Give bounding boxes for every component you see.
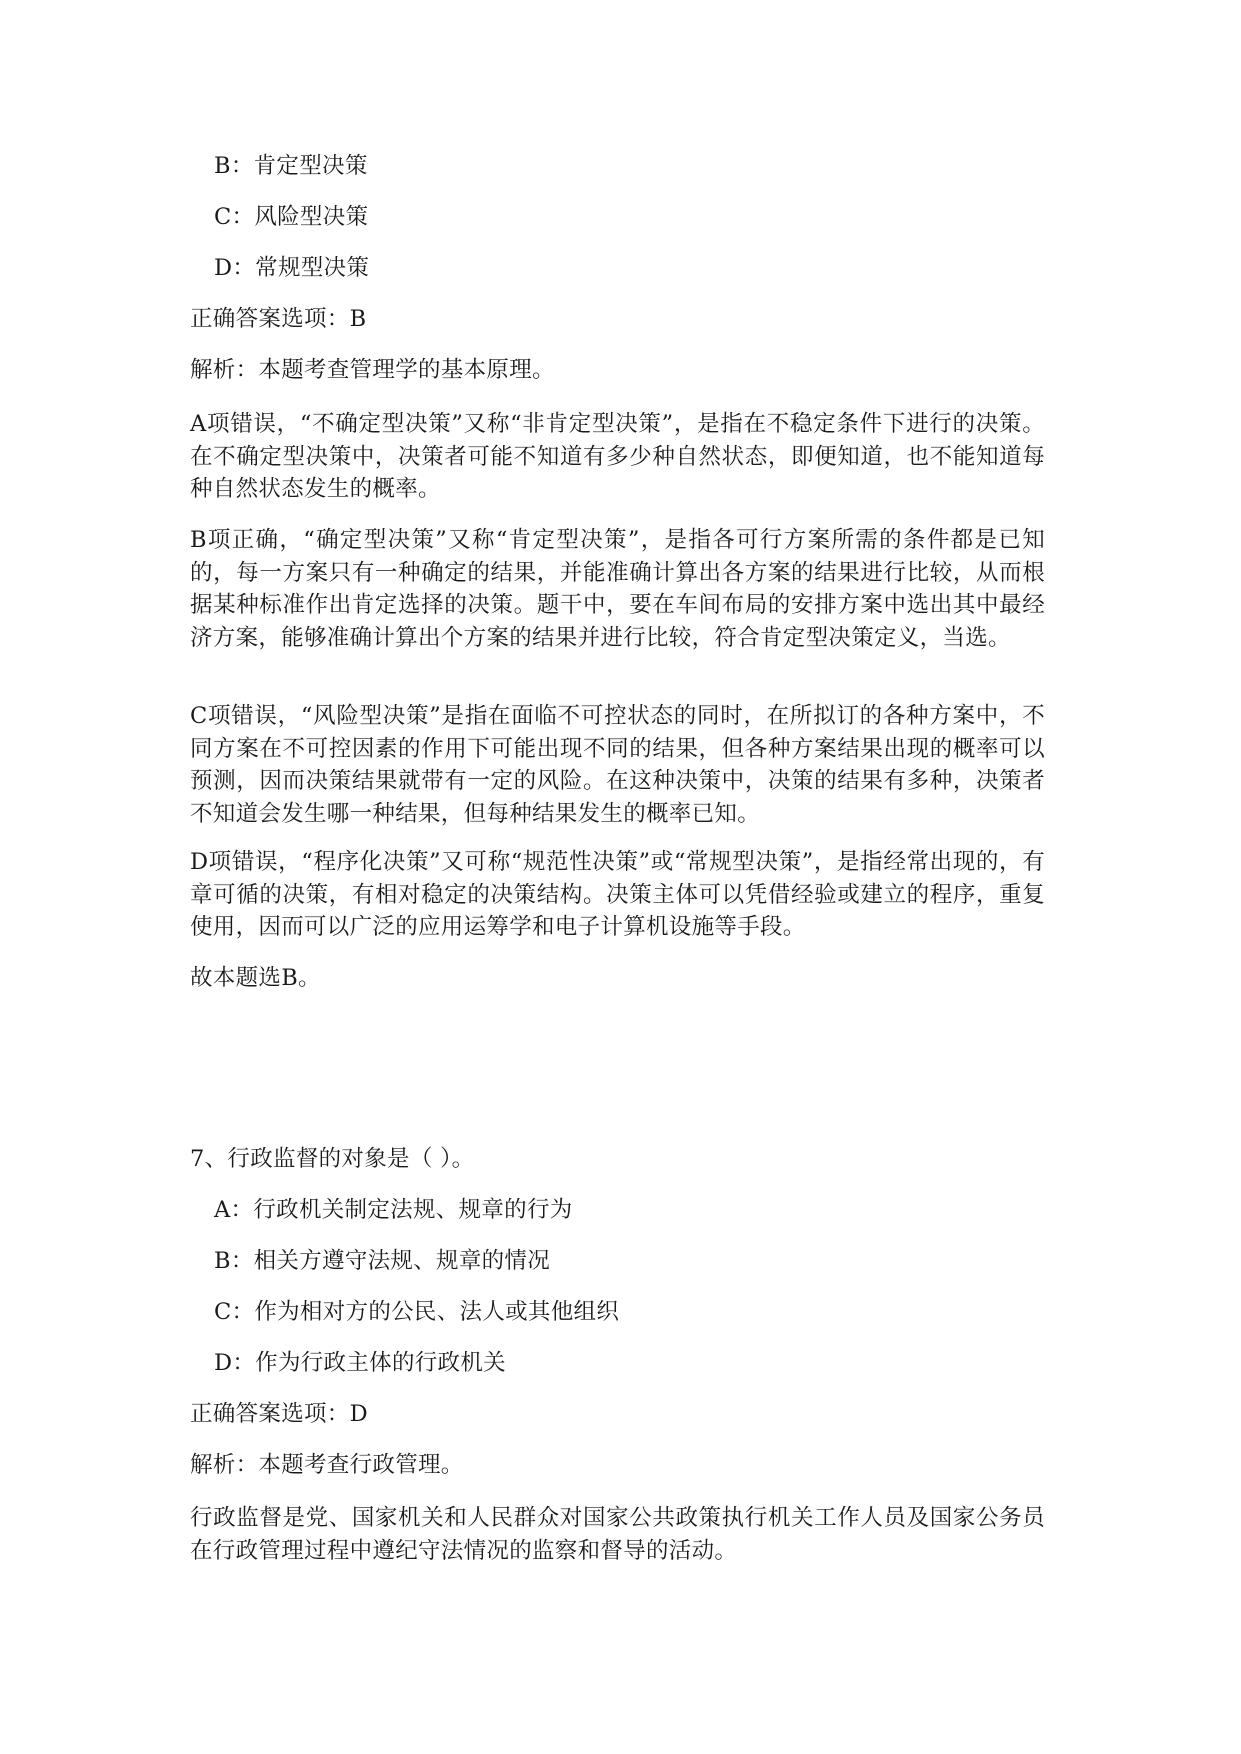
q6-conclusion: 故本题选B。 <box>190 965 321 991</box>
q7-question: 7、行政监督的对象是（ ）。 <box>190 1146 475 1172</box>
q6-analysis-intro: 解析：本题考查管理学的基本原理。 <box>190 357 555 383</box>
q7-paragraph: 行政监督是党、国家机关和人民群众对国家公共政策执行机关工作人员及国家公务员在行政管理过程中遵纪守法情况的监察和督导的活动。 <box>190 1505 1045 1564</box>
q7-option-c: C：作为相对方的公民、法人或其他组织 <box>214 1299 620 1325</box>
q7-option-a: A：行政机关制定法规、规章的行为 <box>214 1197 573 1223</box>
q7-option-d: D：作为行政主体的行政机关 <box>214 1350 506 1376</box>
q6-paragraph-c: C项错误，“风险型决策”是指在面临不可控状态的同时，在所拟订的各种方案中，不同方案在不可控因素的作用下可能出现不同的结果，但各种方案结果出现的概率可以预测，因而决策结果就带有一定的风险。在这种决策中，决策的结果有多种，决策者不知道会发生哪一种结果，但每种结果发生的概率已知。 <box>190 703 1045 827</box>
q6-option-c: C：风险型决策 <box>214 204 369 230</box>
q6-paragraph-b: B项正确，“确定型决策”又称“肯定型决策”，是指各可行方案所需的条件都是已知的，每一方案只有一种确定的结果，并能准确计算出各方案的结果进行比较，从而根据某种标准作出肯定选择的决策。题干中，要在车间布局的安排方案中选出其中最经济方案，能够准确计算出个方案的结果并进行比较，符合肯定型决策定义，当选。 <box>190 527 1045 651</box>
q6-answer: 正确答案选项：B <box>190 306 367 332</box>
q7-analysis-intro: 解析：本题考查行政管理。 <box>190 1452 464 1478</box>
q7-answer: 正确答案选项：D <box>190 1401 368 1427</box>
q6-paragraph-a: A项错误，“不确定型决策”又称“非肯定型决策”，是指在不稳定条件下进行的决策。在不确定型决策中，决策者可能不知道有多少种自然状态，即便知道，也不能知道每种自然状态发生的概率。 <box>190 411 1045 502</box>
q6-paragraph-d: D项错误，“程序化决策”又可称“规范性决策”或“常规型决策”，是指经常出现的，有章可循的决策，有相对稳定的决策结构。决策主体可以凭借经验或建立的程序，重复使用，因而可以广泛的应用运筹学和电子计算机设施等手段。 <box>190 849 1045 940</box>
q6-option-b: B：肯定型决策 <box>214 153 368 179</box>
q6-option-d: D：常规型决策 <box>214 255 370 281</box>
q7-option-b: B：相关方遵守法规、规章的情况 <box>214 1248 551 1274</box>
